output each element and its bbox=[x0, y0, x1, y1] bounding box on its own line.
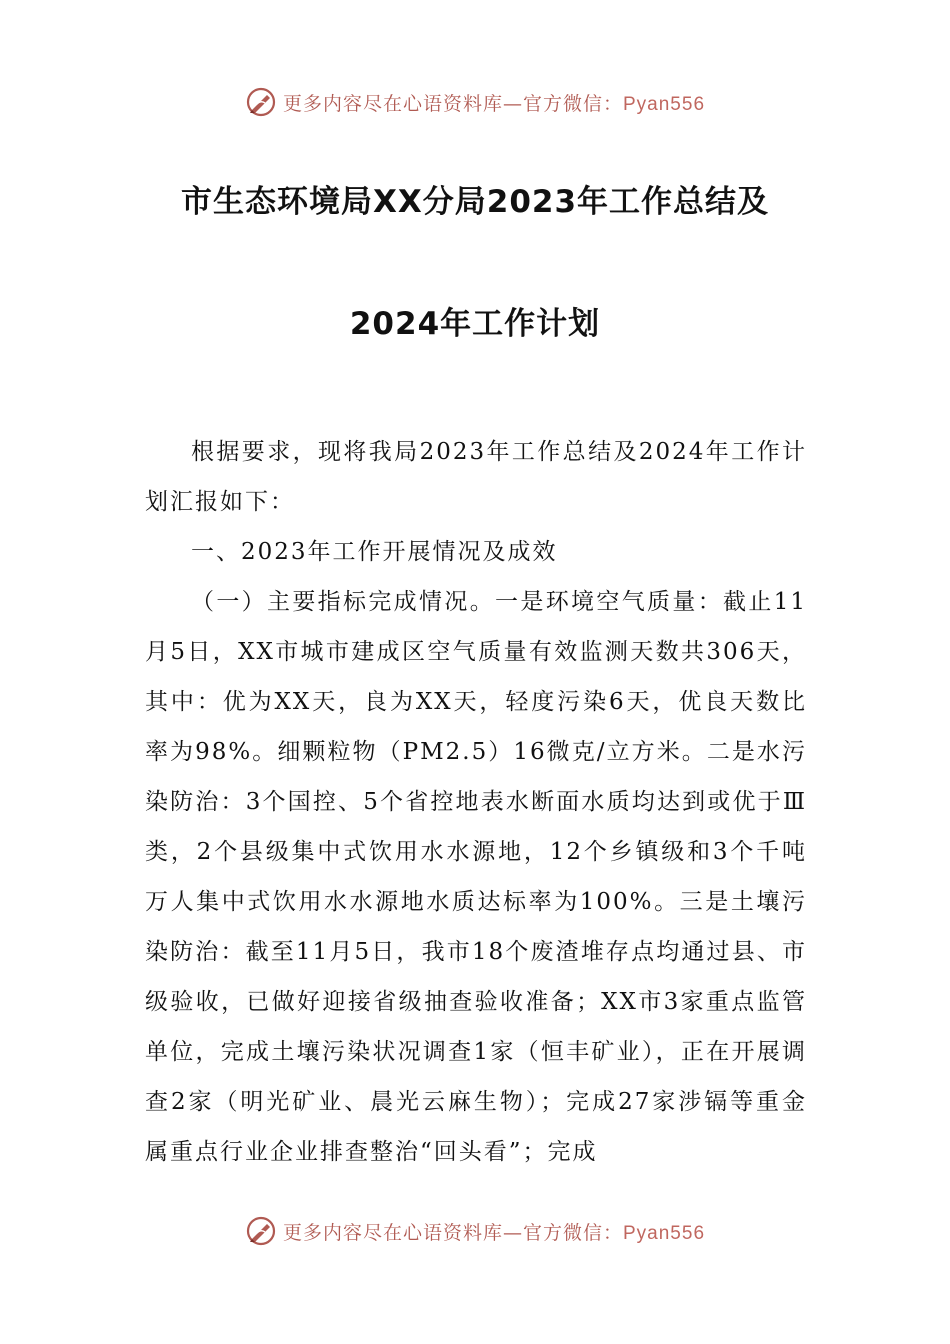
wechat-id: Pyan556 bbox=[623, 1222, 706, 1244]
watermark-text bbox=[283, 1218, 705, 1245]
document-title-line1: 市生态环境局XX分局2023年工作总结及 bbox=[180, 184, 770, 220]
watermark-label: 更多内容尽在心语资料库—官方微信： bbox=[282, 1221, 623, 1244]
watermark-banner-top bbox=[0, 84, 950, 120]
paragraph-intro: 根据要求，现将我局2023年工作总结及2024年工作计划汇报如下： bbox=[145, 439, 807, 515]
watermark-label: 更多内容尽在心语资料库—官方微信： bbox=[282, 92, 623, 115]
document-title-line2: 2024年工作计划 bbox=[349, 306, 601, 342]
watermark-text bbox=[283, 89, 705, 116]
pen-circle-icon bbox=[245, 86, 277, 118]
paragraph-indicators: （一）主要指标完成情况。一是环境空气质量：截止11月5日，XX市城市建成区空气质量有效监测天数共306天，其中：优为XX天，良为XX天，轻度污染6天，优良天数比率为98%。细颗粒物（PM2.5）16微克/立方米。二是水污染防治：3个国控、5个省控地表水断面水质均达到或优于Ⅲ类，2个县级集中式饮用水水源地，12个乡镇级和3个千吨万人集中式饮用水水源地水质达标率为100%。三是土壤污染防治：截至11月5日，我市18个废渣堆存点均通过县、市级验收，已做好迎接省级抽查验收准备；XX市3家重点监管单位，完成土壤污染状况调查1家（恒丰矿业），正在开展调查2家（明光矿业、晨光云麻生物）；完成27家涉镉等重金属重点行业企业排查整治“回头看”；完成 bbox=[145, 589, 807, 1165]
section-heading: 一、2023年工作开展情况及成效 bbox=[191, 539, 558, 565]
document-body bbox=[145, 427, 807, 1177]
pen-circle-icon bbox=[245, 1215, 277, 1247]
wechat-id: Pyan556 bbox=[623, 93, 706, 115]
watermark-banner-bottom bbox=[0, 1213, 950, 1249]
